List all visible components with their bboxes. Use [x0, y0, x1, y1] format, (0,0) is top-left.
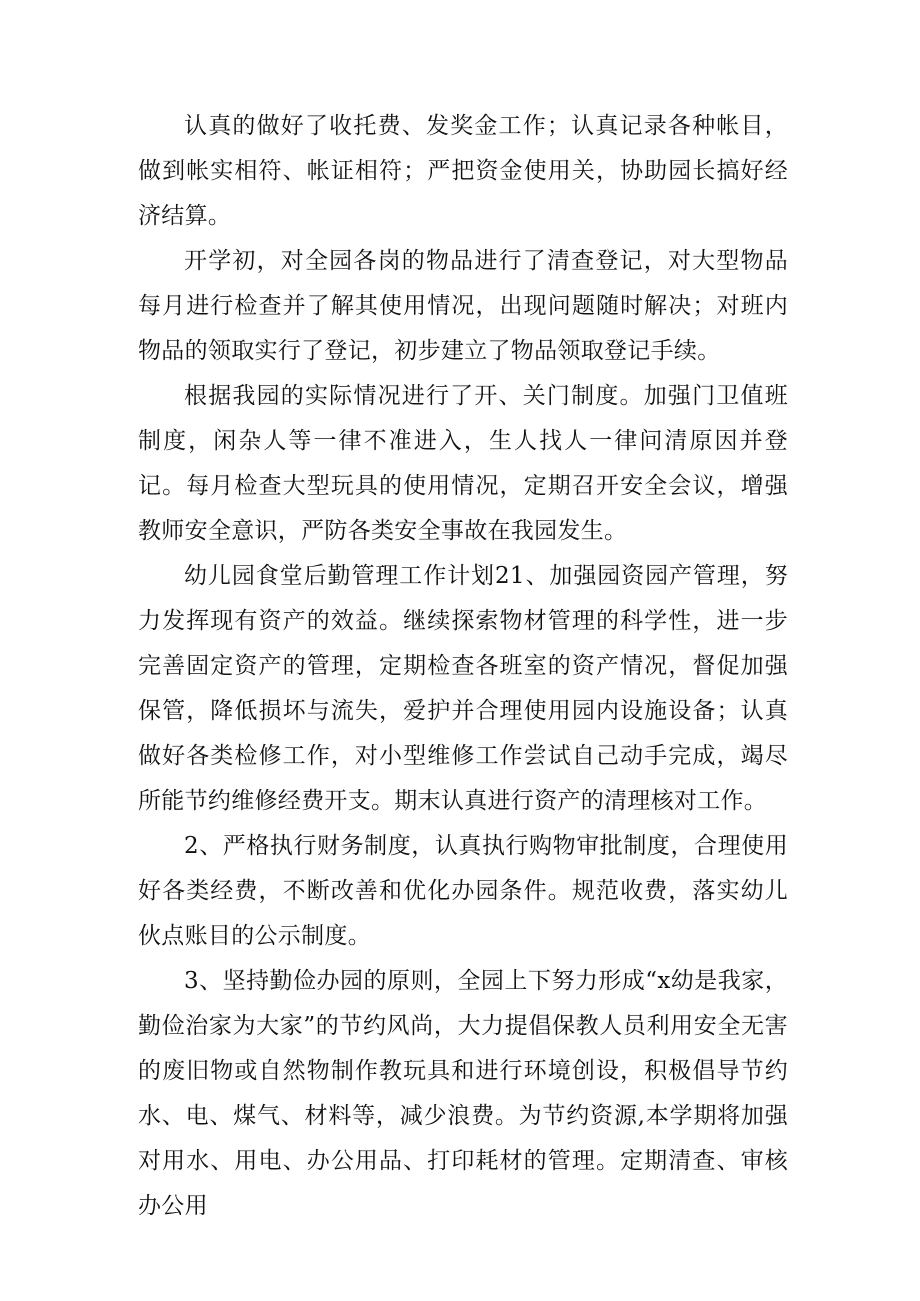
paragraph-asset-management: 幼儿园食堂后勤管理工作计划21、加强园资园产管理，努力发挥现有资产的效益。继续探索物材管理的科学性，进一步完善固定资产的管理，定期检查各班室的资产情况，督促加强保管，降低损坏与流失，爱护并合理使用园内设施设备；认真做好各类检修工作，对小型维修工作尝试自己动手完成，竭尽所能节约维修经费开支。期末认真进行资产的清理核对工作。: [138, 563, 788, 814]
paragraph-item-inventory: 开学初，对全园各岗的物品进行了清查登记，对大型物品每月进行检查并了解其使用情况，出现问题随时解决；对班内物品的领取实行了登记，初步建立了物品领取登记手续。: [138, 248, 788, 364]
paragraph-finance-system: 2、严格执行财务制度，认真执行购物审批制度，合理使用好各类经费，不断改善和优化办园条件。规范收费，落实幼儿伙点账目的公示制度。: [138, 833, 788, 949]
paragraph-thrift-principle: 3、坚持勤俭办园的原则，全园上下努力形成“x幼是我家，勤俭治家为大家”的节约风尚，大力提倡保教人员利用安全无害的废旧物或自然物制作教玩具和进行环境创设，积极倡导节约水、电、煤气、材料等，减少浪费。为节约资源,本学期将加强对用水、用电、办公用品、打印耗材的管理。定期清查、审核办公用: [138, 968, 788, 1219]
document-body: [138, 104, 788, 1229]
paragraph-fee-accounting: 认真的做好了收托费、发奖金工作；认真记录各种帐目，做到帐实相符、帐证相符；严把资金使用关，协助园长搞好经济结算。: [138, 113, 788, 229]
paragraph-safety-management: 根据我园的实际情况进行了开、关门制度。加强门卫值班制度，闲杂人等一律不准进入，生人找人一律问清原因并登记。每月检查大型玩具的使用情况，定期召开安全会议，增强教师安全意识，严防各类安全事故在我园发生。: [138, 383, 788, 544]
